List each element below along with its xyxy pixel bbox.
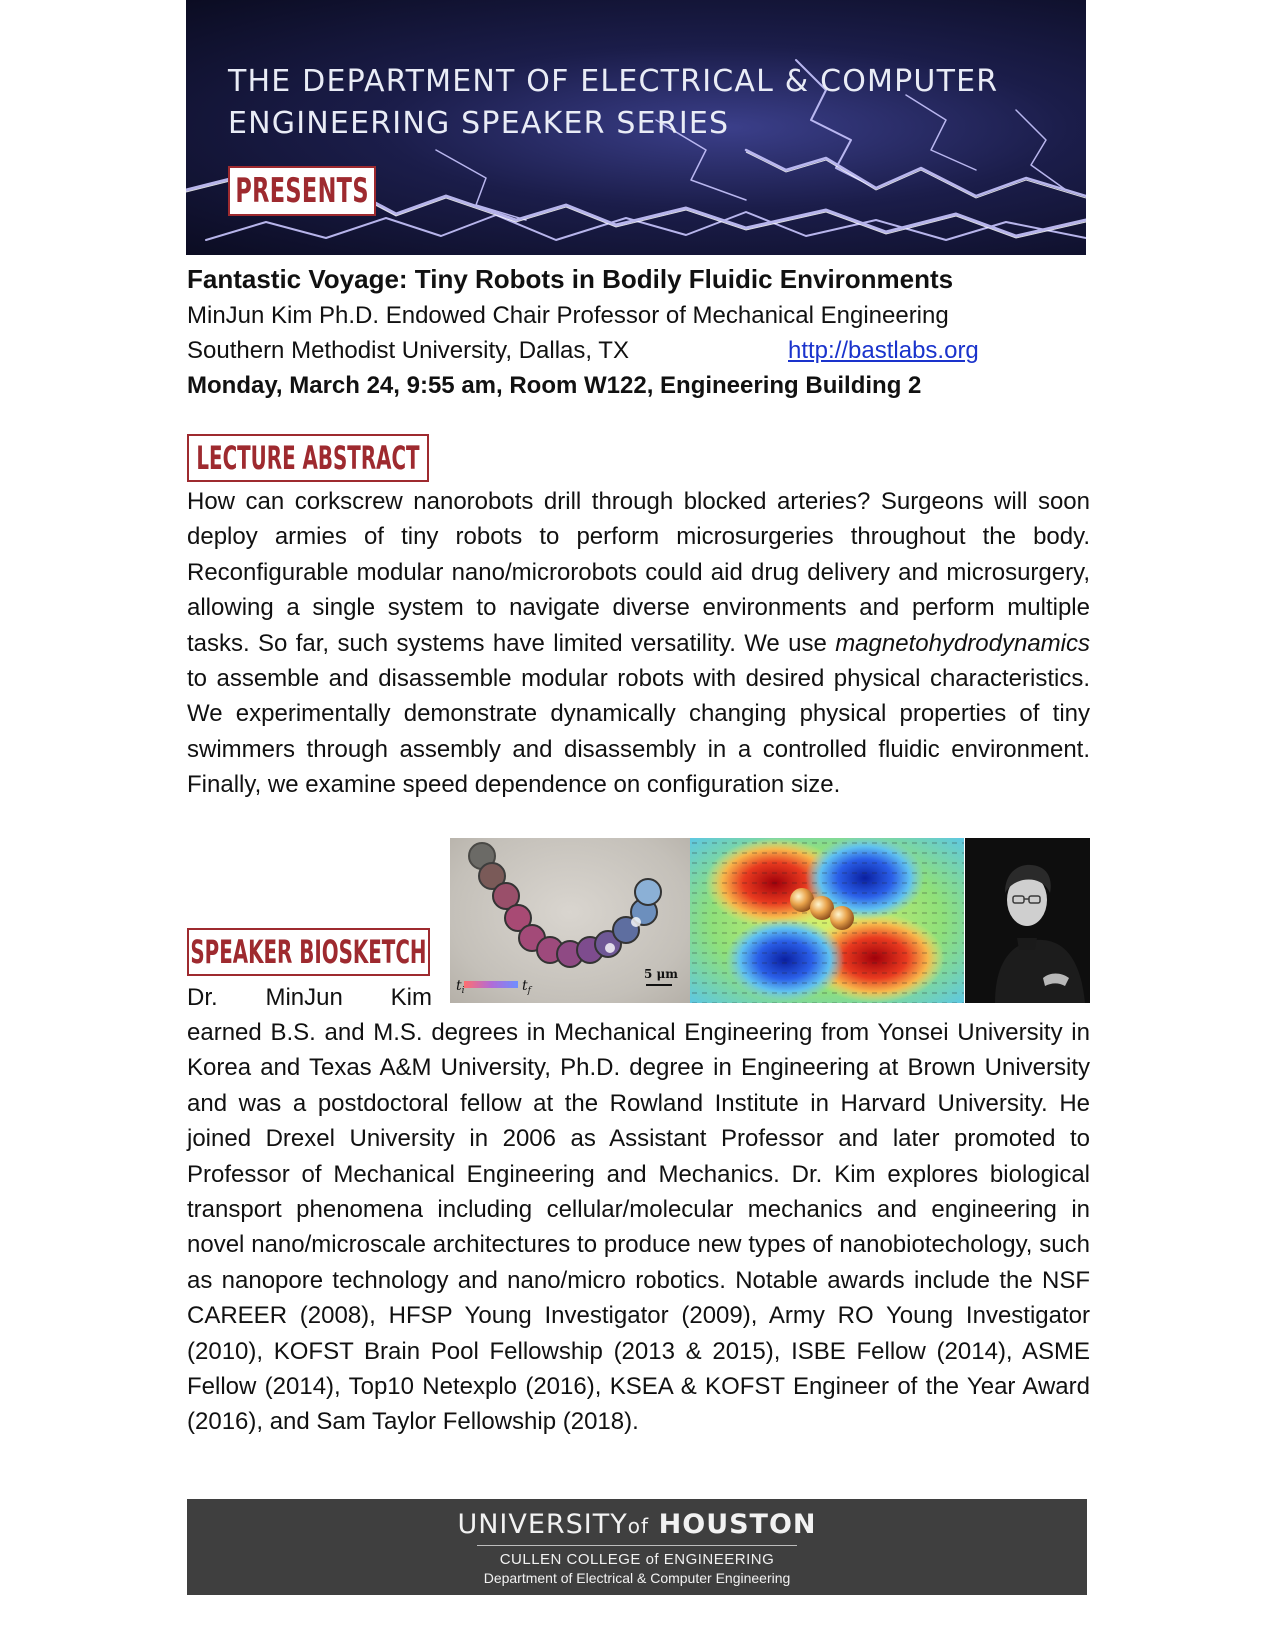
- series-title-line-2: ENGINEERING SPEAKER SERIES: [228, 106, 730, 141]
- svg-text:5 μm: 5 μm: [644, 967, 679, 981]
- institution-line: [187, 333, 1087, 368]
- microrobot-chain-graphic: [450, 838, 690, 1003]
- abstract-text-part-1: How can corkscrew nanorobots drill through blocked arteries? Surgeons will soon deploy armies of tiny robots to perform microsurgeries throughout the body. Reconfigurable modular nano/microrobots could aid drug delivery and microsurgery, allowing a single system to navigate diverse environments and perform multiple tasks. So far, such systems have limited versatility. We use: [187, 488, 1090, 657]
- university-name: HOUSTON: [658, 1509, 817, 1540]
- abstract-text-italic: magnetohydrodynamics: [835, 629, 1090, 657]
- institution-name: Southern Methodist University, Dallas, TX: [187, 337, 629, 364]
- flow-field-simulation-image: [690, 838, 964, 1003]
- microrobot-chain-image: [450, 838, 690, 1003]
- schedule-line: Monday, March 24, 9:55 am, Room W122, Engineering Building 2: [187, 372, 922, 399]
- header-banner: [186, 0, 1086, 255]
- presents-badge: [228, 166, 376, 216]
- flow-field-graphic: [690, 838, 964, 1003]
- university-of: of: [627, 1514, 650, 1538]
- svg-text:tf: $t_f$: [522, 978, 531, 996]
- footer-divider: [477, 1545, 797, 1546]
- abstract-text-part-2: to assemble and disassemble modular robots with desired physical characteristics. We experimentally demonstrate dynamically changing physical properties of tiny swimmers through assembly and disassembly in a controlled fluidic environment. Finally, we examine speed dependence on configuration size.: [187, 665, 1090, 799]
- university-footer: [187, 1499, 1087, 1595]
- speaker-line: MinJun Kim Ph.D. Endowed Chair Professor of Mechanical Engineering: [187, 302, 949, 329]
- abstract-heading: [187, 434, 429, 482]
- talk-title: Fantastic Voyage: Tiny Robots in Bodily Fluidic Environments: [187, 264, 954, 294]
- speaker-portrait-graphic: [965, 838, 1090, 1003]
- abstract-heading-label: LECTURE ABSTRACT: [196, 439, 420, 477]
- biosketch-heading-label: SPEAKER BIOSKETCH: [190, 933, 427, 971]
- website-link[interactable]: http://bastlabs.org: [788, 337, 979, 364]
- biosketch-heading: [187, 928, 430, 976]
- university-logo-text: [187, 1509, 1087, 1540]
- series-title-line-1: THE DEPARTMENT OF ELECTRICAL & COMPUTER: [228, 64, 999, 99]
- biosketch-first-line: Dr. MinJun Kim: [187, 984, 432, 1011]
- abstract-text: [187, 484, 1090, 803]
- college-name: CULLEN COLLEGE of ENGINEERING: [499, 1551, 775, 1568]
- presents-label: PRESENTS: [235, 171, 369, 211]
- university-prefix: UNIVERSITY: [457, 1509, 628, 1540]
- department-name: Department of Electrical & Computer Engineering: [483, 1570, 791, 1586]
- biosketch-text: earned B.S. and M.S. degrees in Mechanical Engineering from Yonsei University in Korea and Texas A&M University, Ph.D. degree in Engineering at Brown University and was a postdoctoral fellow at the Rowland Institute in Harvard University. He joined Drexel University in 2006 as Assistant Professor and later promoted to Professor of Mechanical Engineering and Mechanics. Dr. Kim explores biological transport phenomena including cellular/molecular mechanics and engineering in novel nano/microscale architectures to produce new types of nanobiotechology, such as nanopore technology and nano/micro robotics. Notable awards include the NSF CAREER (2008), HFSP Young Investigator (2009), Army RO Young Investigator (2010), KOFST Brain Pool Fellowship (2013 & 2015), ISBE Fellow (2014), ASME Fellow (2014), Top10 Netexplo (2016), KSEA & KOFST Engineer of the Year Award (2016), and Sam Taylor Fellowship (2018).: [187, 1019, 1090, 1436]
- speaker-photo: [965, 838, 1090, 1003]
- svg-text:ti: $t_i$: [456, 978, 465, 996]
